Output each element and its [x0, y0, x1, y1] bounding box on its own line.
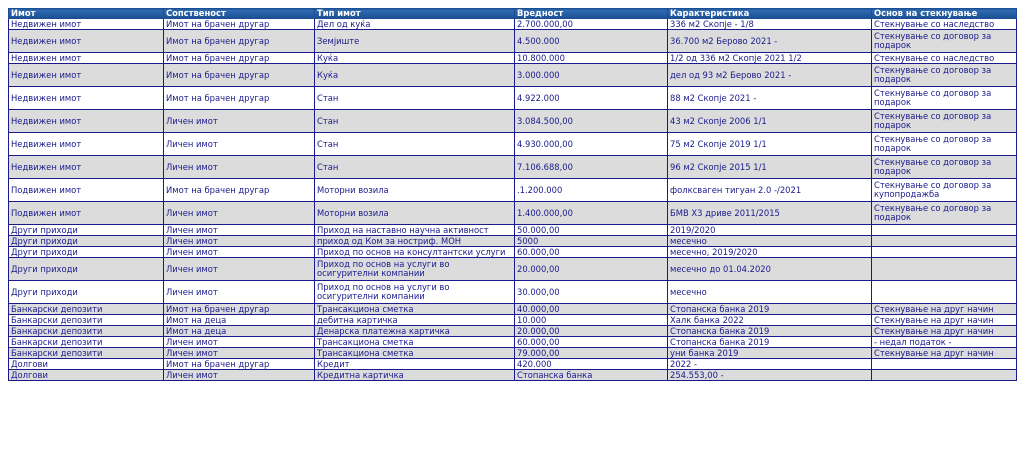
cell-property-type: Трансакциона сметка — [315, 337, 515, 348]
table-row — [9, 202, 1017, 225]
cell-property-type: Кредит — [315, 359, 515, 370]
cell-characteristics: 1/2 од 336 м2 Скопје 2021 1/2 — [668, 53, 872, 64]
cell-value: 1.400.000,00 — [515, 202, 668, 225]
cell-acquisition-basis — [872, 258, 1017, 281]
cell-characteristics: 336 м2 Скопје - 1/8 — [668, 19, 872, 30]
cell-property: Долгови — [9, 359, 164, 370]
cell-characteristics: Стопанска банка 2019 — [668, 337, 872, 348]
cell-property: Недвижен имот — [9, 110, 164, 133]
cell-property: Банкарски депозити — [9, 326, 164, 337]
cell-acquisition-basis: Стекнување со договор за подарок — [872, 64, 1017, 87]
cell-property-type: Кредитна картичка — [315, 370, 515, 381]
cell-ownership: Имот на брачен другар — [164, 53, 315, 64]
cell-property: Недвижен имот — [9, 87, 164, 110]
cell-value: 420.000 — [515, 359, 668, 370]
table-header-row — [9, 9, 1017, 19]
cell-property: Недвижен имот — [9, 30, 164, 53]
cell-ownership: Имот на брачен другар — [164, 359, 315, 370]
cell-characteristics: 88 м2 Скопје 2021 - — [668, 87, 872, 110]
cell-acquisition-basis — [872, 281, 1017, 304]
column-header-ownership: Сопственост — [164, 9, 315, 19]
cell-ownership: Имот на деца — [164, 326, 315, 337]
cell-characteristics: 43 м2 Скопје 2006 1/1 — [668, 110, 872, 133]
table-row — [9, 258, 1017, 281]
cell-characteristics: 75 м2 Скопје 2019 1/1 — [668, 133, 872, 156]
cell-value: 5000 — [515, 236, 668, 247]
cell-property: Недвижен имот — [9, 133, 164, 156]
table-row — [9, 370, 1017, 381]
cell-acquisition-basis: Стекнување со договор за подарок — [872, 133, 1017, 156]
column-header-property-type: Тип имот — [315, 9, 515, 19]
cell-property: Долгови — [9, 370, 164, 381]
cell-property: Банкарски депозити — [9, 315, 164, 326]
cell-characteristics: дел од 93 м2 Берово 2021 - — [668, 64, 872, 87]
cell-acquisition-basis: Стекнување на друг начин — [872, 315, 1017, 326]
cell-ownership: Имот на брачен другар — [164, 30, 315, 53]
table-row — [9, 337, 1017, 348]
table-row — [9, 53, 1017, 64]
cell-property-type: Денарска платежна картичка — [315, 326, 515, 337]
cell-ownership: Имот на брачен другар — [164, 179, 315, 202]
cell-ownership: Личен имот — [164, 337, 315, 348]
cell-ownership: Имот на брачен другар — [164, 64, 315, 87]
cell-characteristics: месечно до 01.04.2020 — [668, 258, 872, 281]
cell-characteristics: 36.700 м2 Берово 2021 - — [668, 30, 872, 53]
cell-property-type: Дел од куќа — [315, 19, 515, 30]
cell-ownership: Личен имот — [164, 110, 315, 133]
cell-property: Недвижен имот — [9, 19, 164, 30]
cell-acquisition-basis: Стекнување на друг начин — [872, 326, 1017, 337]
column-header-property: Имот — [9, 9, 164, 19]
cell-property: Други приходи — [9, 236, 164, 247]
cell-property-type: Приход по основ на услуги во осигурителни компании — [315, 258, 515, 281]
cell-value: 3.084.500,00 — [515, 110, 668, 133]
cell-property: Други приходи — [9, 225, 164, 236]
cell-value: 7.106.688,00 — [515, 156, 668, 179]
table-row — [9, 247, 1017, 258]
cell-value: 40.000,00 — [515, 304, 668, 315]
table-row — [9, 19, 1017, 30]
cell-property: Недвижен имот — [9, 64, 164, 87]
column-header-value: Вредност — [515, 9, 668, 19]
cell-value: 20.000,00 — [515, 258, 668, 281]
table-row — [9, 281, 1017, 304]
table-row — [9, 225, 1017, 236]
cell-property-type: Стан — [315, 87, 515, 110]
cell-property-type: Моторни возила — [315, 202, 515, 225]
cell-acquisition-basis: Стекнување со договор за подарок — [872, 156, 1017, 179]
cell-characteristics: уни банка 2019 — [668, 348, 872, 359]
table-row — [9, 30, 1017, 53]
cell-value: 4.500.000 — [515, 30, 668, 53]
table-row — [9, 348, 1017, 359]
cell-ownership: Имот на брачен другар — [164, 87, 315, 110]
table-row — [9, 133, 1017, 156]
cell-ownership: Личен имот — [164, 370, 315, 381]
cell-value: 3.000.000 — [515, 64, 668, 87]
cell-property: Други приходи — [9, 258, 164, 281]
cell-acquisition-basis: Стекнување на друг начин — [872, 348, 1017, 359]
cell-property-type: Приход по основ на консултантски услуги — [315, 247, 515, 258]
cell-value: 10.000 — [515, 315, 668, 326]
cell-acquisition-basis: - недал податок - — [872, 337, 1017, 348]
cell-ownership: Личен имот — [164, 258, 315, 281]
cell-property-type: Куќа — [315, 53, 515, 64]
cell-characteristics: месечно — [668, 236, 872, 247]
cell-property: Подвижен имот — [9, 202, 164, 225]
cell-acquisition-basis: Стекнување на друг начин — [872, 304, 1017, 315]
cell-property-type: Стан — [315, 110, 515, 133]
cell-acquisition-basis — [872, 359, 1017, 370]
cell-value: .1.200.000 — [515, 179, 668, 202]
cell-value: 2.700.000,00 — [515, 19, 668, 30]
table-row — [9, 326, 1017, 337]
cell-ownership: Имот на брачен другар — [164, 19, 315, 30]
cell-characteristics: фолксваген тигуан 2.0 -/2021 — [668, 179, 872, 202]
cell-value: Стопанска банка — [515, 370, 668, 381]
cell-ownership: Личен имот — [164, 156, 315, 179]
table-row — [9, 110, 1017, 133]
cell-acquisition-basis: Стекнување со договор за подарок — [872, 30, 1017, 53]
cell-ownership: Личен имот — [164, 225, 315, 236]
cell-property-type: Приход по основ на услуги во осигурителни компании — [315, 281, 515, 304]
table-row — [9, 236, 1017, 247]
cell-property-type: Трансакциона сметка — [315, 304, 515, 315]
cell-value: 79.000,00 — [515, 348, 668, 359]
cell-ownership: Личен имот — [164, 236, 315, 247]
cell-property: Банкарски депозити — [9, 304, 164, 315]
cell-property: Други приходи — [9, 247, 164, 258]
cell-value: 50.000,00 — [515, 225, 668, 236]
cell-property: Банкарски депозити — [9, 348, 164, 359]
cell-characteristics: месечно, 2019/2020 — [668, 247, 872, 258]
cell-acquisition-basis: Стекнување со договор за подарок — [872, 110, 1017, 133]
table-row — [9, 179, 1017, 202]
cell-property: Недвижен имот — [9, 53, 164, 64]
cell-property-type: Трансакциона сметка — [315, 348, 515, 359]
cell-acquisition-basis — [872, 370, 1017, 381]
cell-property-type: Стан — [315, 156, 515, 179]
cell-property-type: Куќа — [315, 64, 515, 87]
cell-value: 60.000,00 — [515, 337, 668, 348]
table-row — [9, 304, 1017, 315]
cell-ownership: Имот на брачен другар — [164, 304, 315, 315]
cell-property: Банкарски депозити — [9, 337, 164, 348]
cell-characteristics: БМВ X3 дриве 2011/2015 — [668, 202, 872, 225]
cell-acquisition-basis — [872, 247, 1017, 258]
cell-characteristics: Халк банка 2022 — [668, 315, 872, 326]
cell-ownership: Личен имот — [164, 202, 315, 225]
cell-property-type: Приход на наставно научна активност — [315, 225, 515, 236]
cell-value: 60.000,00 — [515, 247, 668, 258]
cell-ownership: Личен имот — [164, 348, 315, 359]
table-row — [9, 156, 1017, 179]
cell-value: 30.000,00 — [515, 281, 668, 304]
cell-characteristics: 254.553,00 - — [668, 370, 872, 381]
cell-acquisition-basis — [872, 225, 1017, 236]
table-row — [9, 87, 1017, 110]
cell-value: 4.922.000 — [515, 87, 668, 110]
cell-property-type: приход од Ком за ностриф. МОН — [315, 236, 515, 247]
cell-characteristics: 2022 - — [668, 359, 872, 370]
cell-characteristics: Стопанска банка 2019 — [668, 304, 872, 315]
cell-characteristics: 2019/2020 — [668, 225, 872, 236]
table-row — [9, 359, 1017, 370]
cell-property-type: Земјиште — [315, 30, 515, 53]
cell-property: Други приходи — [9, 281, 164, 304]
cell-ownership: Личен имот — [164, 281, 315, 304]
cell-characteristics: Стопанска банка 2019 — [668, 326, 872, 337]
cell-characteristics: месечно — [668, 281, 872, 304]
cell-acquisition-basis — [872, 236, 1017, 247]
cell-property-type: Моторни возила — [315, 179, 515, 202]
cell-value: 20.000,00 — [515, 326, 668, 337]
column-header-characteristics: Карактеристика — [668, 9, 872, 19]
cell-characteristics: 96 м2 Скопје 2015 1/1 — [668, 156, 872, 179]
cell-value: 10.800.000 — [515, 53, 668, 64]
cell-value: 4.930.000,00 — [515, 133, 668, 156]
cell-ownership: Личен имот — [164, 133, 315, 156]
cell-property: Подвижен имот — [9, 179, 164, 202]
cell-property: Недвижен имот — [9, 156, 164, 179]
table-body — [9, 19, 1017, 381]
cell-acquisition-basis: Стекнување со договор за подарок — [872, 87, 1017, 110]
assets-table — [8, 8, 1017, 381]
cell-property-type: дебитна картичка — [315, 315, 515, 326]
cell-acquisition-basis: Стекнување со наследство — [872, 19, 1017, 30]
cell-acquisition-basis: Стекнување со договор за купопродажба — [872, 179, 1017, 202]
cell-acquisition-basis: Стекнување со наследство — [872, 53, 1017, 64]
cell-ownership: Имот на деца — [164, 315, 315, 326]
table-row — [9, 64, 1017, 87]
column-header-acquisition-basis: Основ на стекнување — [872, 9, 1017, 19]
cell-acquisition-basis: Стекнување со договор за подарок — [872, 202, 1017, 225]
table-row — [9, 315, 1017, 326]
cell-property-type: Стан — [315, 133, 515, 156]
cell-ownership: Личен имот — [164, 247, 315, 258]
